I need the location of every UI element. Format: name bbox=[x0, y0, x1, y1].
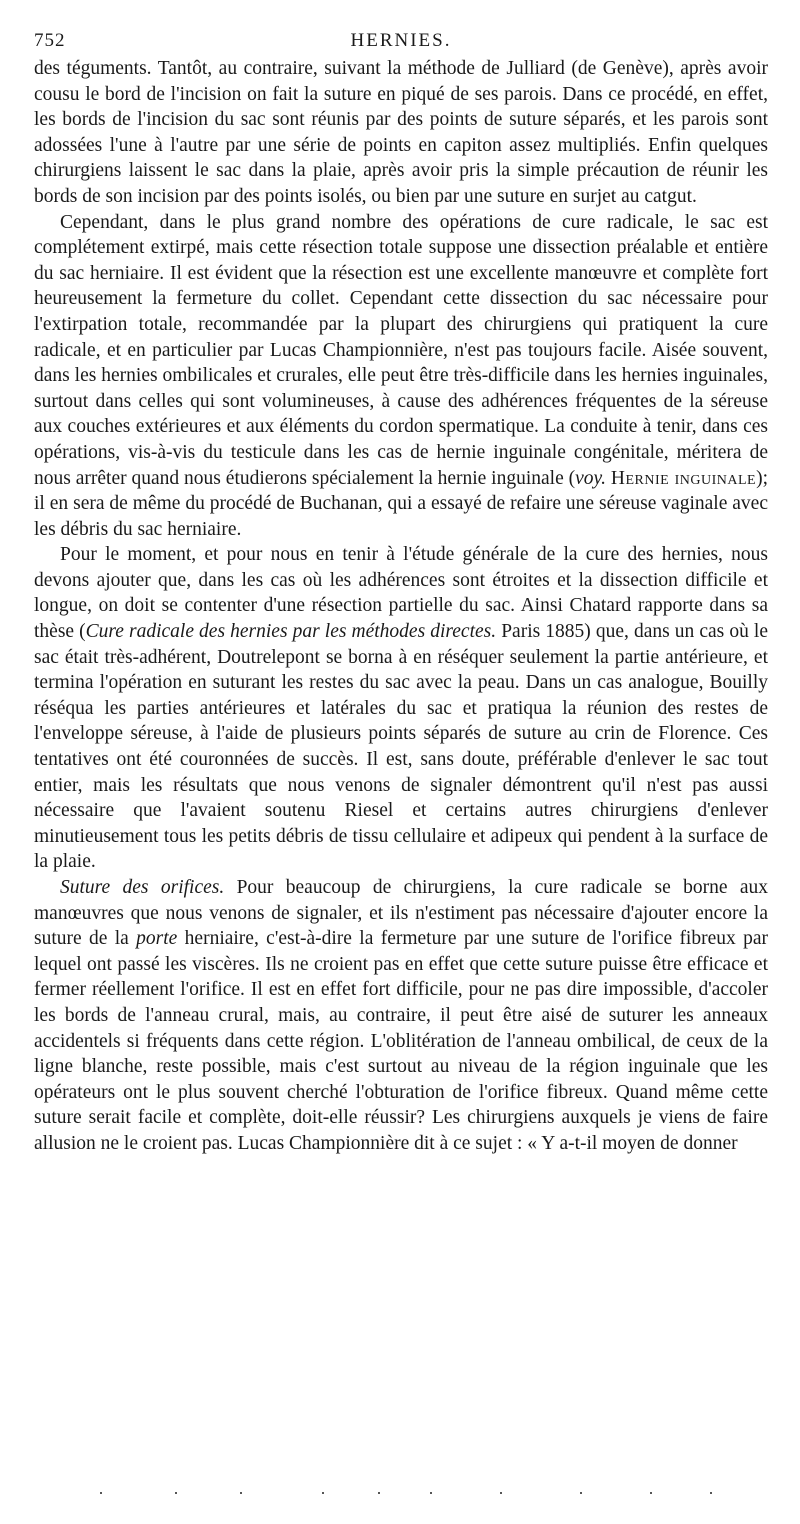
italic-text: Cure radicale des hernies par les méthodes directes. bbox=[85, 621, 497, 643]
italic-text: voy. bbox=[575, 467, 606, 489]
paragraph bbox=[34, 542, 768, 875]
paragraph bbox=[34, 56, 768, 210]
text-run: des téguments. Tantôt, au contraire, suivant la méthode de Julliard (de Genève), après avoir cousu le bord de l'incision on fait la suture en piqué de ses parois. Dans ce procédé, en effet, les bords de l'incision du sac sont réunis par des points de suture séparés, et les parois sont adossées l'une à l'autre par une série de points en capiton assez multipliés. Enfin quelques chirurgiens laissent le sac dans la plaie, après avoir pris la simple précaution de réunir les bords de son incision par des points isolés, ou bien par une suture en surjet au catgut. bbox=[34, 58, 768, 207]
text-run: Paris 1885) que, dans un cas où le sac était très-adhérent, Doutrelepont se borna à en réséquer seulement la partie antérieure, et termina l'opération en suturant les restes du sac avec la peau. Dans un cas analogue, Bouilly réséqua les parties antérieures et latérales du sac et pratiqua la réunion des restes de l'enveloppe séreuse, à l'aide de plusieurs points séparés de suture au crin de Florence. Ces tentatives ont été couronnées de succès. Il est, sans doute, préférable d'enlever le sac tout entier, mais les résultats que nous venons de signaler démontrent qu'il n'est pas aussi nécessaire que l'avaient soutenu Riesel et certains autres chirurgiens d'enlever minutieusement tous les petits débris de tissu cellulaire et adipeux qui pendent à la surface de la plaie. bbox=[34, 621, 768, 873]
footer-specks bbox=[60, 1492, 740, 1496]
book-page bbox=[34, 22, 768, 1157]
page-body bbox=[34, 56, 768, 1157]
text-run: herniaire, c'est-à-dire la fermeture par une suture de l'orifice fibreux par lequel ont passé les viscères. Ils ne croient pas en effet que cette suture puisse être efficace et fermer réellement l'orifice. Il est en effet fort difficile, pour ne pas dire impossible, d'accoler les bords de l'anneau crural, mais, au contraire, il peut être aisé de suturer les anneaux accidentels si fréquents dans cette région. L'oblitération de l'anneau ombilical, de ceux de la ligne blanche, reste possible, mais c'est surtout au niveau de la région inguinale que les opérateurs ont le plus souvent cherché l'obturation de l'orifice fibreux. Quand même cette suture serait facile et complète, doit-elle réussir? Les chirurgiens auxquels je viens de faire allusion ne le croient pas. Lucas Championnière dit à ce sujet : « Y a-t-il moyen de donner bbox=[34, 928, 768, 1154]
paragraph bbox=[34, 875, 768, 1157]
text-run: Pour le moment, et pour nous en tenir à l'étude générale de la cure des hernies, nous devons ajouter que, dans les cas où les adhérences sont étroites et la dissection difficile et longue, on doit se contenter d'une résection partielle du sac. Ainsi Chatard rapporte dans sa thèse ( bbox=[34, 544, 768, 643]
italic-text: Suture des orifices. bbox=[60, 877, 225, 898]
text-run: Pour beaucoup de chirurgiens, la cure radicale se borne aux manœuvres que nous venons de signaler, et ils n'estiment pas nécessaire d'ajouter encore la suture de la bbox=[34, 877, 768, 950]
page-number: 752 bbox=[34, 30, 66, 51]
page-header bbox=[34, 22, 768, 56]
italic-text: porte bbox=[136, 928, 178, 950]
text-run: ); il en sera de même du procédé de Buchanan, qui a essayé de refaire une séreuse vaginale avec les débris du sac herniaire. bbox=[34, 467, 769, 540]
paragraph bbox=[34, 210, 768, 543]
small-caps-text: Hernie inguinale bbox=[610, 467, 757, 489]
running-title: HERNIES. bbox=[350, 30, 452, 51]
text-run: Cependant, dans le plus grand nombre des opérations de cure radicale, le sac est complétement extirpé, mais cette résection totale suppose une dissection préalable et entière du sac herniaire. Il est évident que la résection est une excellente manœuvre et complète fort heureusement la fermeture du collet. Cependant cette dissection du sac nécessaire pour l'extirpation totale, recommandée par la plupart des chirurgiens qui pratiquent la cure radicale, et en particulier par Lucas Championnière, n'est pas toujours facile. Aisée souvent, dans les hernies ombilicales et crurales, elle peut être très-difficile dans les hernies inguinales, surtout dans celles qui sont volumineuses, à cause des adhérences fréquentes de la séreuse aux couches extérieures et aux éléments du cordon spermatique. La conduite à tenir, dans ces opérations, vis-à-vis du testicule dans les cas de hernie inguinale congénitale, méritera de nous arrêter quand nous étudierons spécialement la hernie inguinale ( bbox=[34, 211, 768, 489]
